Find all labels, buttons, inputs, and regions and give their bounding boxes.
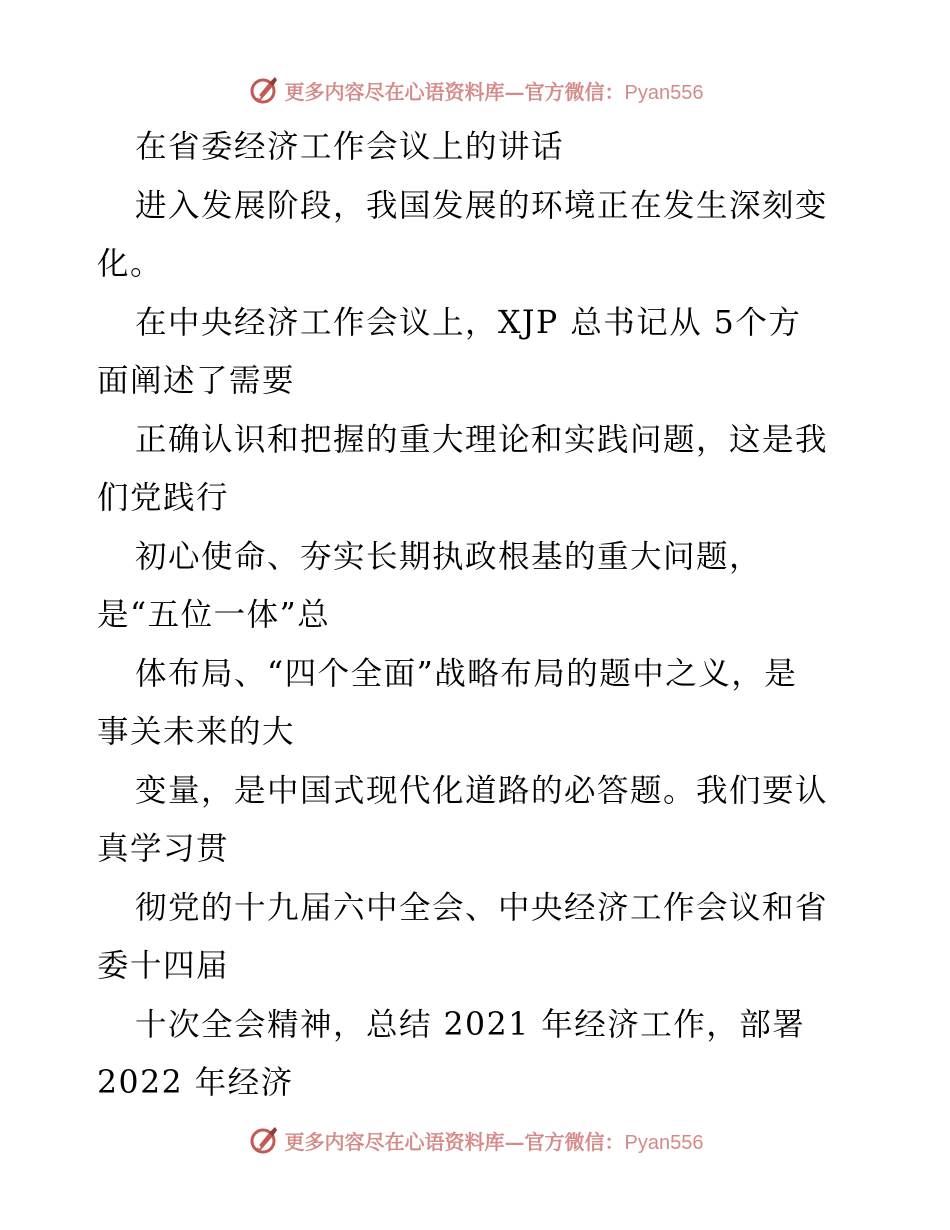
text-line: 事关未来的大	[97, 714, 296, 750]
watermark-text: 更多内容尽在心语资料库—官方微信：Pyan556	[284, 1129, 704, 1154]
text-line: 初心使命、夯实长期执政根基的重大问题，	[135, 538, 763, 575]
text-line: 进入发展阶段，我国发展的环境正在发生深刻变	[135, 187, 829, 224]
text-line: 真学习贯	[97, 831, 230, 867]
text-line: 变量，是中国式现代化道路的必答题。我们要认	[135, 772, 829, 809]
text-line: 正确认识和把握的重大理论和实践问题，这是我	[135, 421, 829, 458]
text-line: 体布局、“四个全面”战略布局的题中之义，是	[135, 655, 798, 692]
text-line: 化。	[97, 246, 164, 282]
text-line: 是“五位一体”总	[97, 597, 331, 633]
text-line: 十次全会精神，总结 2021 年经济工作，部署	[135, 1006, 806, 1043]
pen-logo-icon	[247, 74, 279, 106]
text-line: 彻党的十九届六中全会、中央经济工作会议和省	[135, 889, 829, 926]
header-watermark	[0, 70, 950, 110]
text-line: 2022 年经济	[97, 1065, 294, 1101]
text-line: 委十四届	[97, 948, 230, 984]
text-line: 面阐述了需要	[97, 363, 296, 399]
pen-logo-icon	[247, 1124, 279, 1156]
text-line: 们党践行	[97, 480, 230, 516]
footer-watermark	[0, 1120, 950, 1160]
watermark-text: 更多内容尽在心语资料库—官方微信：Pyan556	[284, 79, 704, 104]
text-line: 在省委经济工作会议上的讲话	[135, 129, 565, 165]
document-body	[97, 118, 857, 1113]
text-line: 在中央经济工作会议上，XJP 总书记从 5个方	[135, 304, 802, 341]
